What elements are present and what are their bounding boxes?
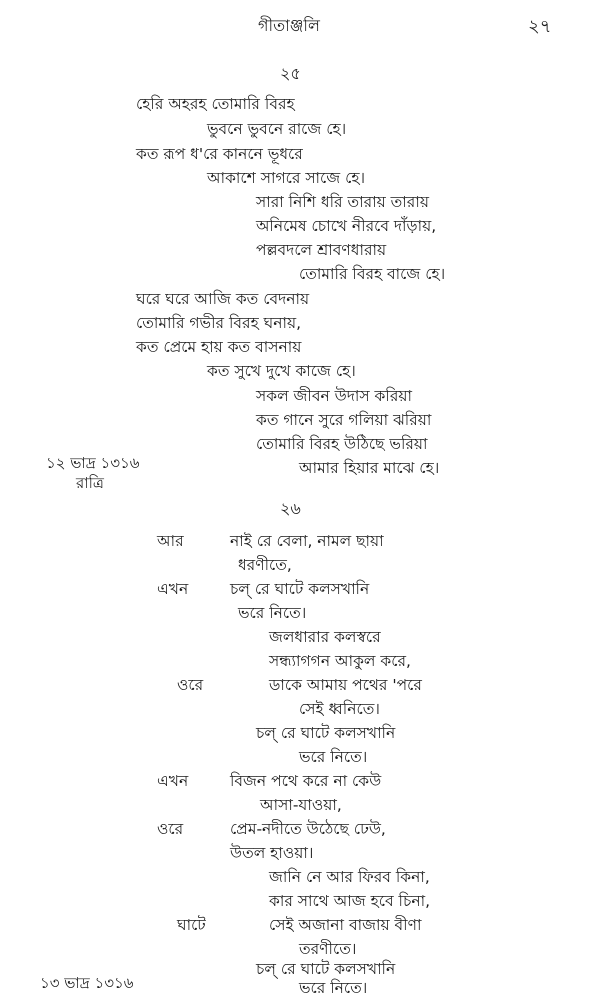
poem-line: নাই রে বেলা, নামল ছায়া [230, 532, 384, 550]
poem-line: কার সাথে আজ হবে চিনা, [269, 892, 430, 910]
poem-line: ধরণীতে, [238, 556, 292, 574]
poem-line: তরণীতে। [299, 940, 357, 958]
poem-line: কত গানে সুরে গলিয়া ঝরিয়া [256, 411, 432, 429]
poem-line: তোমারি বিরহ উঠিছে ভরিয়া [256, 435, 428, 453]
poem-line: সেই ধ্বনিতে। [299, 700, 380, 718]
poem-line: ভরে নিতে। [299, 748, 368, 766]
poem-line: চল্ রে ঘাটে কলসখানি [256, 724, 396, 742]
poem-line: সেই অজানা বাজায় বীণা [269, 916, 422, 934]
poem-line: ঘরে ঘরে আজি কত বেদনায় [136, 290, 310, 308]
poem-date: ১৩ ভাদ্র ১৩১৬ [40, 974, 134, 992]
poem-lead-word: আর [157, 532, 184, 550]
poem-line: বিজন পথে করে না কেউ [230, 772, 382, 790]
poem-line: ভরে নিতে। [299, 979, 368, 997]
poem-lead-word: এখন [157, 772, 189, 790]
poem-line: উতল হাওয়া। [230, 844, 314, 862]
poem-line: পল্লবদলে শ্রাবণধারায় [256, 241, 387, 259]
poem-line: তোমারি গভীর বিরহ ঘনায়, [136, 314, 302, 332]
poem-number: ২৬ [280, 499, 301, 518]
poem-line: সন্ধ্যাগগন আকুল করে, [269, 652, 411, 670]
poem-lead-word: ওরে [157, 820, 184, 838]
running-header-title: গীতাঞ্জলি [258, 16, 320, 35]
poem-time: রাত্রি [76, 474, 104, 492]
poem-line: ভরে নিতে। [238, 604, 307, 622]
poem-line: কত রূপ ধ'রে কাননে ভূধরে [136, 145, 303, 163]
poem-line: ডাকে আমায় পথের 'পরে [269, 676, 422, 694]
poem-line: ভুবনে ভুবনে রাজে হে। [207, 120, 347, 138]
poem-line: প্রেম-নদীতে উঠেছে ঢেউ, [230, 820, 386, 838]
poem-line: চল্ রে ঘাটে কলসখানি [230, 580, 370, 598]
poem-line: সকল জীবন উদাস করিয়া [256, 387, 412, 405]
poem-number: ২৫ [280, 64, 301, 83]
poem-line: অনিমেষ চোখে নীরবে দাঁড়ায়, [256, 217, 437, 235]
poem-line: হেরি অহরহ তোমারি বিরহ [136, 95, 295, 113]
poem-lead-word: ওরে [177, 676, 204, 694]
poem-line: কত সুখে দুখে কাজে হে। [207, 362, 356, 380]
poem-line: জলধারার কলস্বরে [269, 628, 381, 646]
poem-line: কত প্রেমে হায় কত বাসনায় [136, 338, 302, 356]
poem-line: চল্ রে ঘাটে কলসখানি [256, 960, 396, 978]
poem-line: তোমারি বিরহ বাজে হে। [299, 265, 446, 283]
poem-lead-word: এখন [157, 580, 189, 598]
poem-line: আসা-যাওয়া, [260, 796, 342, 814]
poem-line: আকাশে সাগরে সাজে হে। [207, 169, 366, 187]
poem-line: জানি নে আর ফিরব কিনা, [269, 868, 430, 886]
poem-line: আমার হিয়ার মাঝে হে। [299, 459, 440, 477]
poem-date: ১২ ভাদ্র ১৩১৬ [46, 454, 140, 472]
page-number: ২৭ [528, 16, 552, 37]
poem-line: সারা নিশি ধরি তারায় তারায় [256, 193, 429, 211]
poem-lead-word: ঘাটে [177, 916, 206, 934]
